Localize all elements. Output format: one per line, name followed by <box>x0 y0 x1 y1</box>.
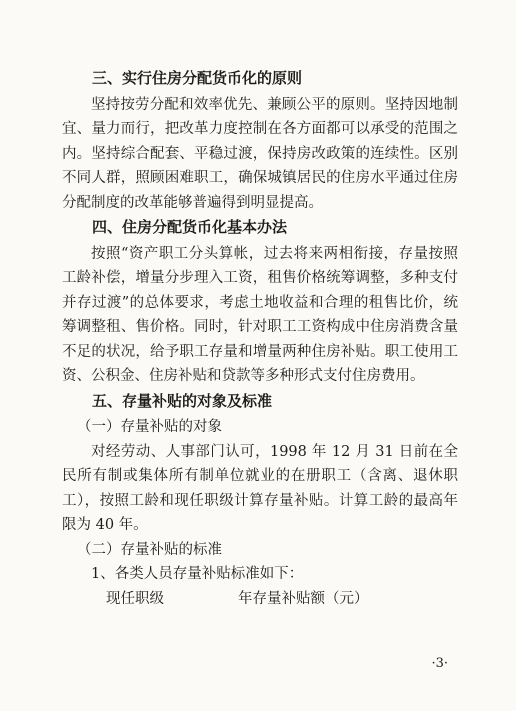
item1-text: 1、各类人员存量补贴标准如下： <box>91 566 304 582</box>
column-current-rank: 现任职级 <box>106 590 164 607</box>
page-number: ·3· <box>431 656 448 671</box>
section3-paragraph: 坚持按劳分配和效率优先、兼顾公平的原则。坚持因地制宜、量力而行，把改革力度控制在各方面都可以承受的范围之内。坚持综合配套、平稳过渡，保持房改政策的连续性。区别不同人群，照顾困难职工，确保城镇居民的住房水平通过住房分配制度的改革能够普遍得到明显提高。 <box>62 96 458 211</box>
section4-paragraph: 按照“资产职工分头算帐，过去将来两相衔接，存量按照工龄补偿，增量分步理入工资，租售价格统筹调整，多种支付并存过渡”的总体要求，考虑土地收益和合理的租售比价，统筹调整租、售价格。同时，针对职工工资构成中住房消费含量不足的状况，给予职工存量和增量两种住房补贴。职工使用工资、公积金、住房补贴和贷款等多种形式支付住房费用。 <box>62 245 458 384</box>
subsidy-table-header <box>62 587 458 612</box>
section4-heading: 四、住房分配货币化基本办法 <box>92 218 288 236</box>
column-annual-subsidy: 年存量补贴额（元） <box>238 590 369 607</box>
document-body <box>62 66 458 611</box>
section3-heading: 三、实行住房分配货币化的原则 <box>92 69 303 87</box>
section5-heading: 五、存量补贴的对象及标准 <box>92 391 273 410</box>
subsection1-paragraph: 对经劳动、人事部门认可，1998 年 12 月 31 日前在全民所有制或集体所有制单位就业的在册职工（含离、退休职工），按照工龄和现任职级计算存量补贴。计算工龄的最高年限为 40 年。 <box>62 443 458 533</box>
subsection1-heading: （一）存量补贴的对象 <box>77 419 222 435</box>
subsection2-heading: （二）存量补贴的标准 <box>77 541 222 558</box>
